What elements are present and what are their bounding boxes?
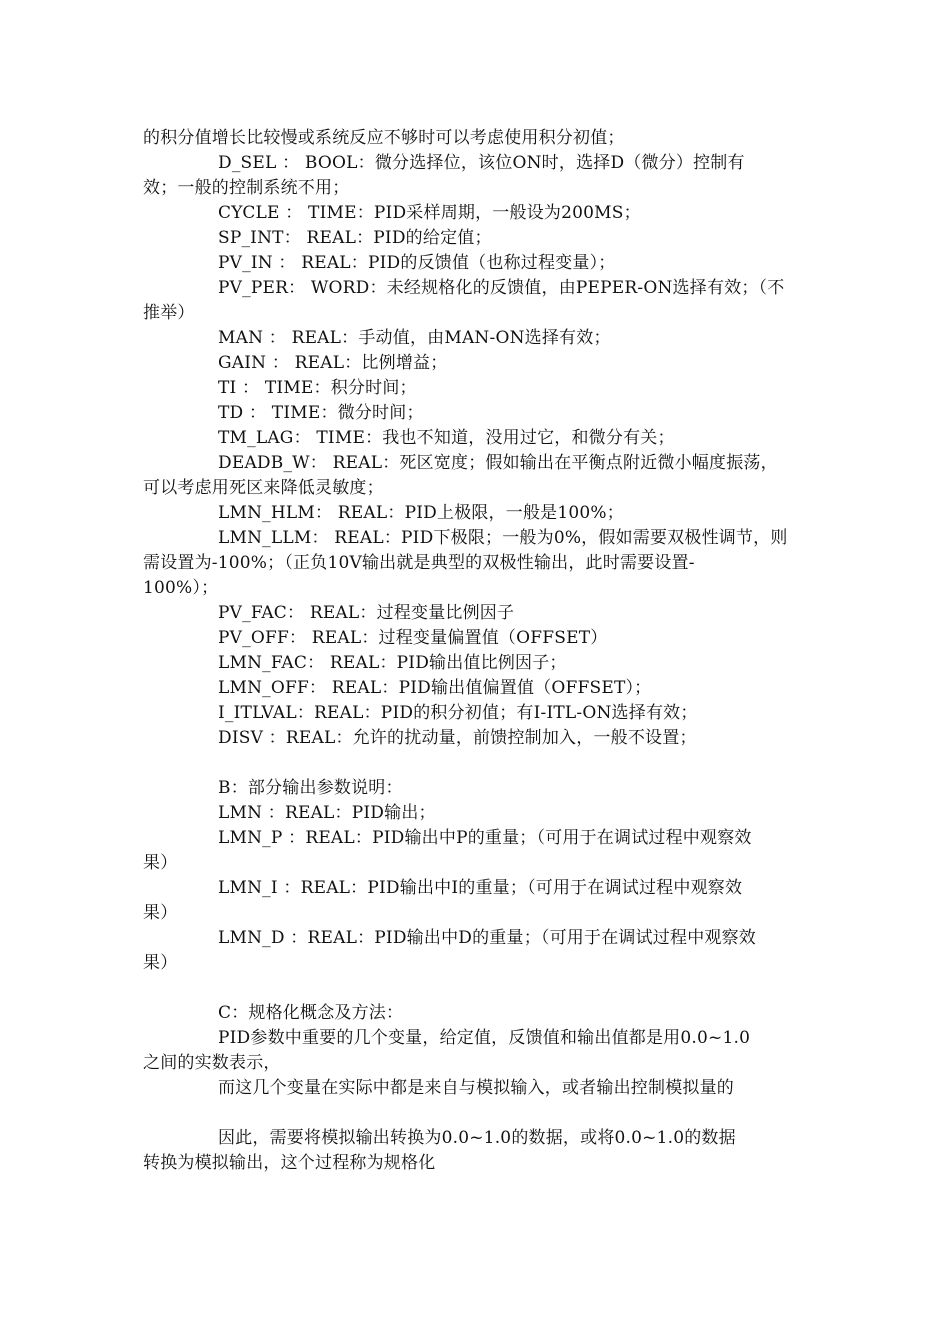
text-line: 的积分值增长比较慢或系统反应不够时可以考虑使用积分初值； <box>143 128 625 148</box>
param-sp-int: SP_INT： REAL：PID的给定值； <box>218 228 492 248</box>
param-disv: DISV ：REAL：允许的扰动量，前馈控制加入，一般不设置； <box>218 728 697 748</box>
param-d-sel: D_SEL ： BOOL：微分选择位，该位ON时，选择D（微分）控制有 <box>218 153 745 173</box>
param-lmn-d: LMN_D ：REAL：PID输出中D的重量；（可用于在调试过程中观察效 <box>218 928 756 948</box>
param-cycle: CYCLE ： TIME：PID采样周期，一般设为200MS； <box>218 203 641 223</box>
section-heading-c: C：规格化概念及方法： <box>218 1003 404 1023</box>
param-pv-fac: PV_FAC： REAL：过程变量比例因子 <box>218 603 515 623</box>
text-line: 需设置为-100%；（正负10V输出就是典型的双极性输出，此时需要设置- <box>143 553 695 573</box>
paragraph-line: 转换为模拟输出，这个过程称为规格化 <box>143 1153 436 1173</box>
param-lmn-p: LMN_P ：REAL：PID输出中P的重量；（可用于在调试过程中观察效 <box>218 828 752 848</box>
text-line: 果） <box>143 953 178 973</box>
param-gain: GAIN ： REAL：比例增益； <box>218 353 448 373</box>
paragraph-line: PID参数中重要的几个变量，给定值，反馈值和输出值都是用0.0~1.0 <box>218 1028 751 1048</box>
param-lmn-hlm: LMN_HLM： REAL：PID上极限，一般是100%； <box>218 503 624 523</box>
param-tm-lag: TM_LAG： TIME：我也不知道，没用过它，和微分有关； <box>218 428 675 448</box>
param-man: MAN ： REAL：手动值，由MAN-ON选择有效； <box>218 328 611 348</box>
param-pv-per: PV_PER： WORD：未经规格化的反馈值，由PEPER-ON选择有效；（不 <box>218 278 785 298</box>
param-td: TD ： TIME：微分时间； <box>218 403 424 423</box>
param-lmn-fac: LMN_FAC： REAL：PID输出值比例因子； <box>218 653 567 673</box>
param-lmn: LMN ：REAL：PID输出； <box>218 803 436 823</box>
paragraph-line: 之间的实数表示， <box>143 1053 281 1073</box>
param-i-itlval: I_ITLVAL：REAL：PID的积分初值；有I-ITL-ON选择有效； <box>218 703 698 723</box>
param-pv-off: PV_OFF： REAL：过程变量偏置值（OFFSET） <box>218 628 608 648</box>
text-line: 推举） <box>143 303 195 323</box>
text-line: 效；一般的控制系统不用； <box>143 178 350 198</box>
param-ti: TI ： TIME：积分时间； <box>218 378 417 398</box>
text-line: 可以考虑用死区来降低灵敏度； <box>143 478 384 498</box>
param-deadb-w: DEADB_W： REAL：死区宽度；假如输出在平衡点附近微小幅度振荡， <box>218 453 778 473</box>
param-lmn-llm: LMN_LLM： REAL：PID下极限；一般为0%，假如需要双极性调节，则 <box>218 528 788 548</box>
param-lmn-off: LMN_OFF： REAL：PID输出值偏置值（OFFSET）； <box>218 678 652 698</box>
text-line: 果） <box>143 853 178 873</box>
param-lmn-i: LMN_I ：REAL：PID输出中I的重量；（可用于在调试过程中观察效 <box>218 878 743 898</box>
text-line: 100%）； <box>143 578 219 598</box>
paragraph-line: 而这几个变量在实际中都是来自与模拟输入，或者输出控制模拟量的 <box>218 1078 734 1098</box>
paragraph-line: 因此，需要将模拟输出转换为0.0~1.0的数据，或将0.0~1.0的数据 <box>218 1128 736 1148</box>
text-line: 果） <box>143 903 178 923</box>
section-heading-b: B：部分输出参数说明： <box>218 778 403 798</box>
param-pv-in: PV_IN ： REAL：PID的反馈值（也称过程变量）； <box>218 253 616 273</box>
